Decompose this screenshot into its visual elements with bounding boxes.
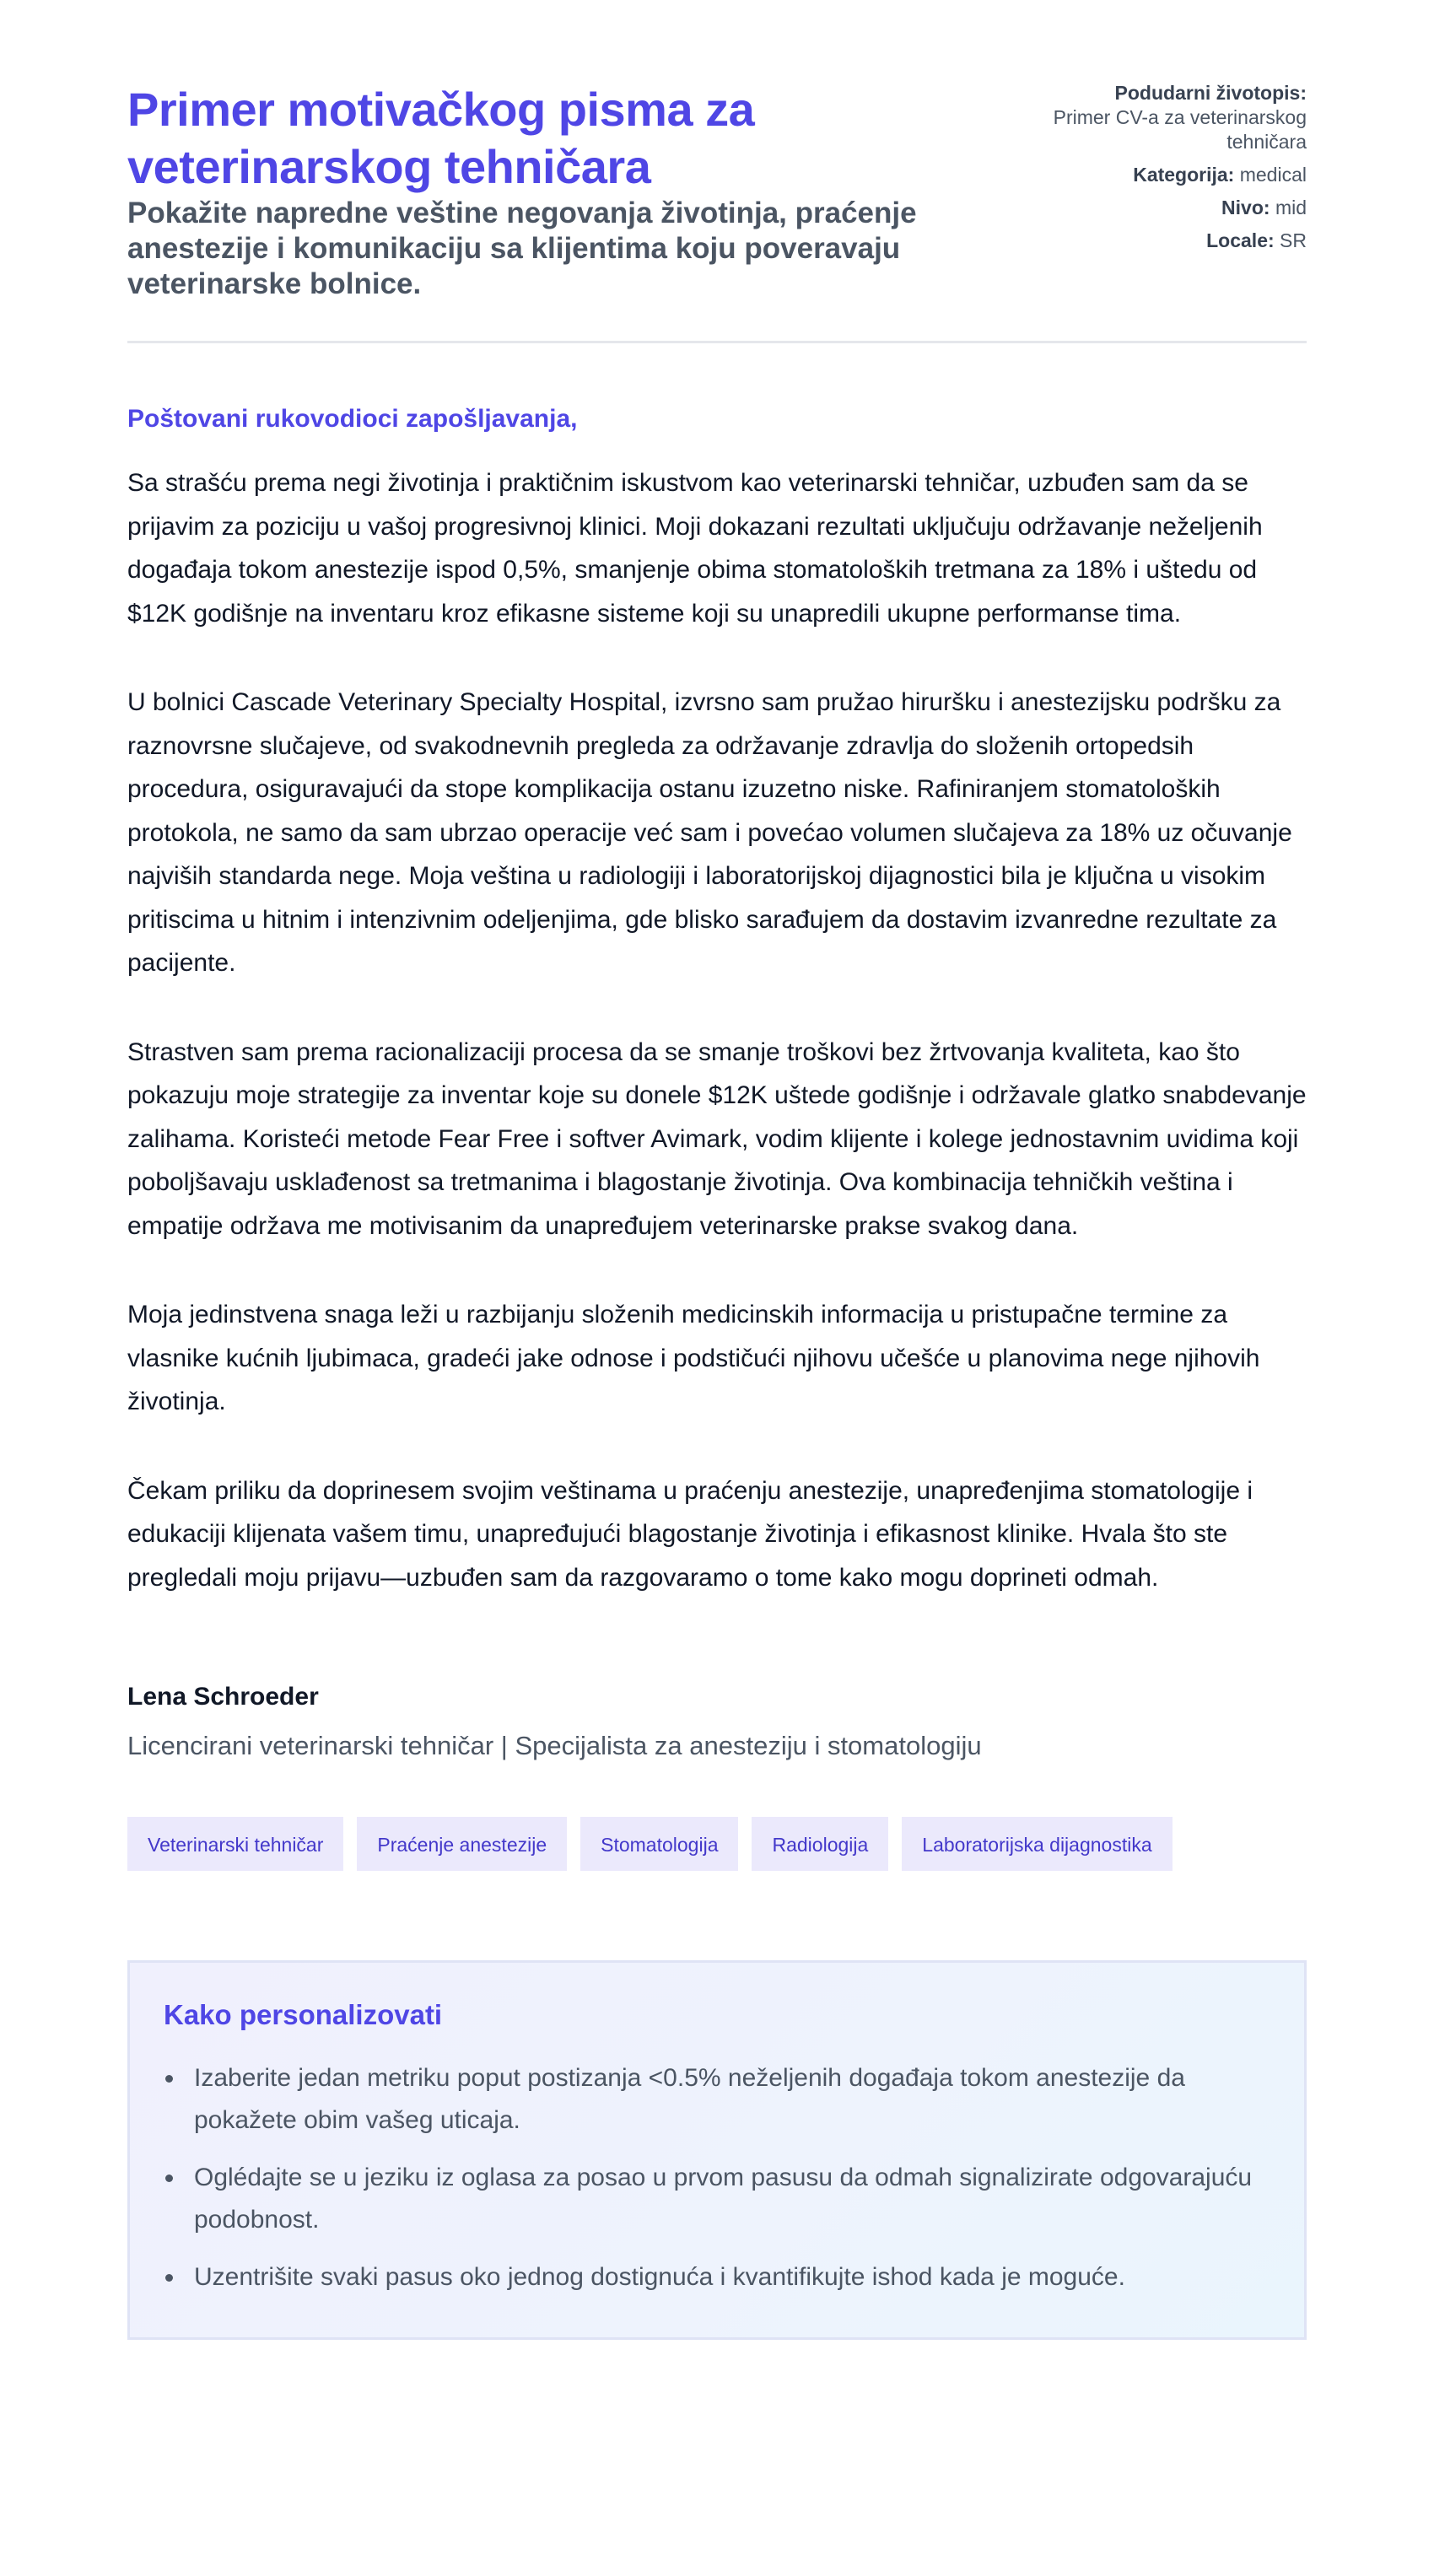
skill-tag: Stomatologija xyxy=(580,1817,738,1871)
meta-panel xyxy=(1037,81,1307,261)
skill-tag: Veterinarski tehničar xyxy=(127,1817,343,1871)
tip-text: Oglédajte se u jeziku iz oglasa za posao u prvom pasusu da odmah signalizirate odgovarajuću podobnost. xyxy=(194,2164,1253,2234)
meta-locale-value: SR xyxy=(1280,229,1307,251)
meta-resume-label: Podudarni životopis: xyxy=(1114,82,1307,104)
letter-paragraph: Sa strašću prema negi životinja i praktičnim iskustvom kao veterinarski tehničar, uzbuđen sam da se prijavim za poziciju u vašoj progresivnoj klinici. Moji dokazani rezultati uključuju održavanje neželjenih događaja tokom anestezije ispod 0,5%, smanjenje obima stomatoloških tretmana za 18% i uštedu od $12K godišnje na inventaru kroz efikasne sisteme koji su unapredili ukupne performanse tima. xyxy=(127,469,1263,628)
meta-category-value: medical xyxy=(1239,164,1307,186)
meta-resume-link[interactable]: Primer CV-a za veterinarskog tehničara xyxy=(1053,106,1307,153)
cover-letter-page xyxy=(127,0,1307,2340)
letter-paragraph: Moja jedinstvena snaga leži u razbijanju složenih medicinskih informacija u pristupačne termine za vlasnike kućnih ljubimaca, gradeći jake odnose i podstičući njihovu učešće u planovima nege njihovih životinja. xyxy=(127,1301,1260,1415)
personalization-tips xyxy=(127,1960,1307,2340)
signature-name: Lena Schroeder xyxy=(127,1683,319,1711)
letter-body xyxy=(127,402,1307,2340)
bullet-icon xyxy=(165,2274,173,2282)
bullet-icon xyxy=(165,2075,173,2083)
meta-level xyxy=(1037,196,1307,220)
skill-tag: Radiologija xyxy=(752,1817,888,1871)
signature-block xyxy=(127,1680,1307,1763)
skill-tag: Laboratorijska dijagnostika xyxy=(902,1817,1172,1871)
skill-tags xyxy=(127,1817,1307,1871)
meta-matching-resume xyxy=(1037,81,1307,154)
meta-locale xyxy=(1037,229,1307,253)
meta-category-label: Kategorija: xyxy=(1133,164,1235,186)
skill-tag: Praćenje anestezije xyxy=(357,1817,567,1871)
page-header xyxy=(127,81,1307,343)
letter-paragraph: Čekam priliku da doprinesem svojim veštinama u praćenju anestezije, unapređenjima stomatologije i edukaciji klijenata vašem timu, unapređujući blagostanje životinja i efikasnost klinike. Hvala što ste pregledali moju prijavu—uzbuđen sam da razgovaramo o tome kako mogu doprineti odmah. xyxy=(127,1476,1253,1592)
header-titles xyxy=(127,81,971,302)
letter-paragraph: U bolnici Cascade Veterinary Specialty Hospital, izvrsno sam pružao hiruršku i anestezijsku podršku za raznovrsne slučajeve, od svakodnevnih pregleda za održavanje zdravlja do složenih ortopedsih procedura, osiguravajući da stope komplikacija ostanu izuzetno niske. Rafiniranjem stomatoloških protokola, ne samo da sam ubrzao operacije već sam i povećao volumen slučajeva za 18% uz očuvanje najviših standarda nege. Moja veština u radiologiji i laboratorijskoj dijagnostici bila je ključna u visokim pritiscima u hitnim i intenzivnim odeljenjima, gde blisko sarađujem da dostavim izvanredne rezultate za pacijente. xyxy=(127,688,1292,977)
meta-category xyxy=(1037,163,1307,187)
page-subtitle: Pokažite napredne veštine negovanja životinja, praćenje anestezije i komunikaciju sa klijentima koju poveravaju veterinarske bolnice. xyxy=(127,197,917,300)
signature-title: Licencirani veterinarski tehničar | Specijalista za anesteziju i stomatologiju xyxy=(127,1731,982,1760)
meta-level-label: Nivo: xyxy=(1221,197,1270,218)
tip-item xyxy=(194,2057,1270,2142)
letter-paragraph: Strastven sam prema racionalizaciji procesa da se smanje troškovi bez žrtvovanja kvaliteta, kao što pokazuju moje strategije za inventar koje su donele $12K uštede godišnje i održavale glatko snabdevanje zalihama. Koristeći metode Fear Free i softver Avimark, vodim klijente i kolege jednostavnim uvidima koji poboljšavaju usklađenost sa tretmanima i blagostanje životinja. Ova kombinacija tehničkih veština i empatije održava me motivisanim da unapređujem veterinarske prakse svakog dana. xyxy=(127,1037,1307,1240)
tip-item xyxy=(194,2157,1270,2241)
bullet-icon xyxy=(165,2175,173,2182)
tips-title: Kako personalizovati xyxy=(164,1999,443,2030)
tip-text: Izaberite jedan metriku poput postizanja <0.5% neželjenih događaja tokom anestezije da pokažete obim vašeg uticaja. xyxy=(194,2064,1185,2134)
tips-list xyxy=(164,2057,1270,2298)
tip-item xyxy=(194,2256,1270,2298)
salutation: Poštovani rukovodioci zapošljavanja, xyxy=(127,405,578,433)
meta-locale-label: Locale: xyxy=(1206,229,1275,251)
meta-level-value: mid xyxy=(1275,197,1307,218)
page-title: Primer motivačkog pisma za veterinarskog tehničara xyxy=(127,83,755,193)
tip-text: Uzentrišite svaki pasus oko jednog dostignuća i kvantifikujte ishod kada je moguće. xyxy=(194,2263,1125,2291)
